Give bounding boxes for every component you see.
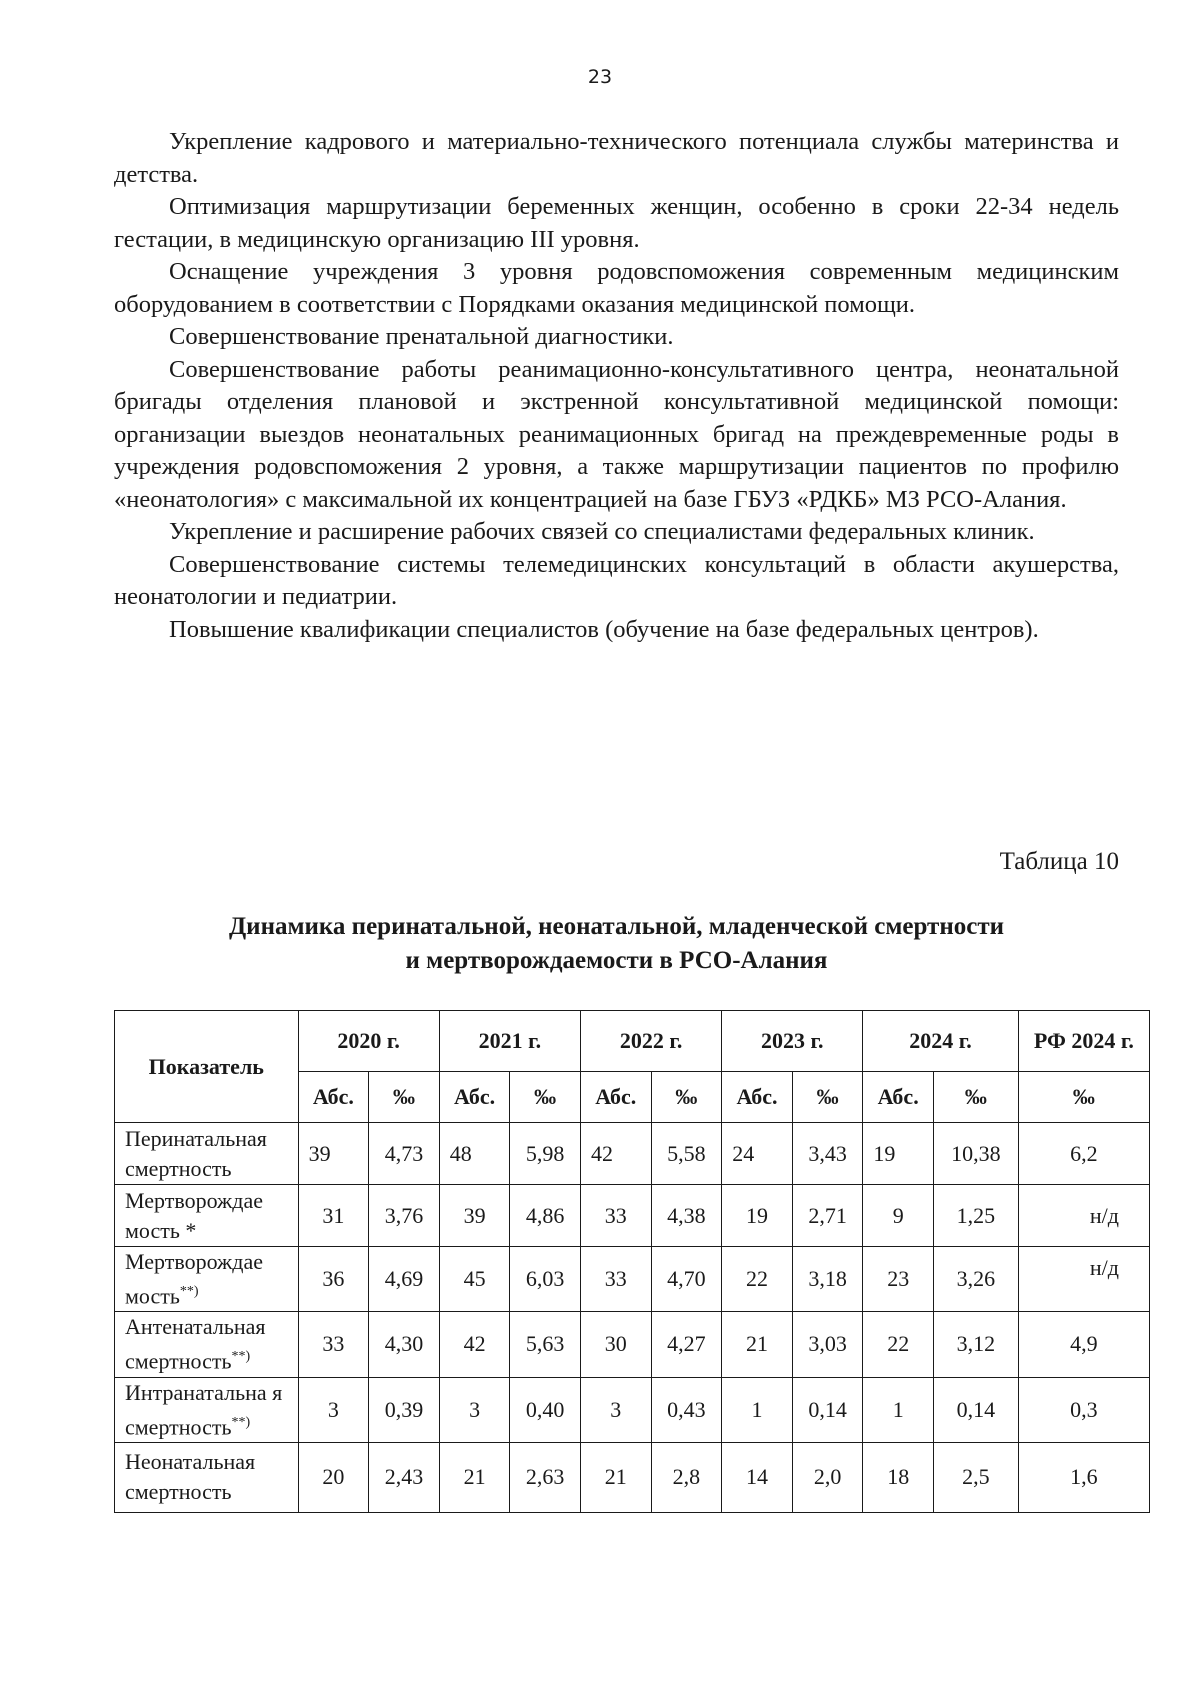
header-permille: ‰	[510, 1072, 581, 1123]
paragraph: Оснащение учреждения 3 уровня родовспоможения современным медицинским оборудованием в соответствии с Порядками оказания медицинской помощи.	[114, 258, 1119, 318]
cell: 0,43	[651, 1377, 722, 1442]
cell: 3,76	[369, 1185, 440, 1247]
cell: 4,73	[369, 1123, 440, 1185]
paragraph: Совершенствование системы телемедицинских консультаций в области акушерства, неонатологии и педиатрии.	[114, 550, 1119, 610]
cell-rf: н/д	[1018, 1247, 1149, 1312]
cell: 4,30	[369, 1312, 440, 1377]
table-title-line: Динамика перинатальной, неонатальной, младенческой смертности	[228, 913, 1005, 940]
cell: 1,25	[933, 1185, 1018, 1247]
table-row	[115, 1377, 1150, 1442]
cell: 3,26	[933, 1247, 1018, 1312]
cell: 3	[580, 1377, 651, 1442]
cell: 3	[298, 1377, 369, 1442]
header-year: 2020 г.	[298, 1011, 439, 1072]
cell-rf: 0,3	[1018, 1377, 1149, 1442]
page-number: 23	[587, 66, 613, 88]
header-year: 2023 г.	[722, 1011, 863, 1072]
body-text	[114, 126, 1119, 646]
cell: 1	[722, 1377, 793, 1442]
cell: 33	[298, 1312, 369, 1377]
cell: 20	[298, 1442, 369, 1512]
cell: 31	[298, 1185, 369, 1247]
cell: 4,86	[510, 1185, 581, 1247]
cell: 0,39	[369, 1377, 440, 1442]
paragraph: Совершенствование работы реанимационно-консультативного центра, неонатальной бригады отделения плановой и экстренной консультативной медицинской помощи: организации выездов неонатальных реанимационных бригад на преждевременные роды в учреждения родовспоможения 2 уровня, а также маршрутизации пациентов по профилю «неонатология» с максимальной их концентрацией на базе ГБУЗ «РДКБ» МЗ РСО-Алания.	[114, 355, 1119, 513]
header-permille: ‰	[1018, 1072, 1149, 1123]
row-label	[115, 1123, 299, 1185]
cell: 23	[863, 1247, 934, 1312]
cell: 2,63	[510, 1442, 581, 1512]
cell: 2,43	[369, 1442, 440, 1512]
cell: 42	[580, 1123, 651, 1185]
table-row	[115, 1442, 1150, 1512]
table-row	[115, 1185, 1150, 1247]
table-row	[115, 1247, 1150, 1312]
row-label-text: Мертворождае мость *	[125, 1187, 263, 1243]
row-label-text: Антенатальная смертность	[125, 1314, 266, 1374]
header-abs: Абс.	[298, 1072, 369, 1123]
cell-rf: 1,6	[1018, 1442, 1149, 1512]
header-permille: ‰	[651, 1072, 722, 1123]
cell: 4,69	[369, 1247, 440, 1312]
cell: 14	[722, 1442, 793, 1512]
cell-rf: 4,9	[1018, 1312, 1149, 1377]
cell: 39	[298, 1123, 369, 1185]
paragraph: Повышение квалификации специалистов (обучение на базе федеральных центров).	[169, 615, 1039, 643]
header-year: 2021 г.	[439, 1011, 580, 1072]
table-row	[115, 1312, 1150, 1377]
cell-rf: н/д	[1018, 1185, 1149, 1247]
header-year: 2022 г.	[580, 1011, 721, 1072]
cell: 33	[580, 1247, 651, 1312]
cell: 42	[439, 1312, 510, 1377]
cell: 5,98	[510, 1123, 581, 1185]
cell: 0,14	[933, 1377, 1018, 1442]
cell: 18	[863, 1442, 934, 1512]
row-label	[115, 1377, 299, 1442]
cell: 45	[439, 1247, 510, 1312]
mortality-table	[114, 1010, 1150, 1513]
cell: 5,58	[651, 1123, 722, 1185]
cell: 3,03	[792, 1312, 863, 1377]
cell-rf: 6,2	[1018, 1123, 1149, 1185]
table-row	[115, 1123, 1150, 1185]
row-label	[115, 1185, 299, 1247]
cell: 36	[298, 1247, 369, 1312]
cell: 48	[439, 1123, 510, 1185]
row-label-text: Перинатальная смертность	[125, 1125, 267, 1181]
cell: 6,03	[510, 1247, 581, 1312]
cell: 1	[863, 1377, 934, 1442]
header-permille: ‰	[933, 1072, 1018, 1123]
footnote-mark: **)	[179, 1284, 199, 1299]
cell: 24	[722, 1123, 793, 1185]
cell: 2,5	[933, 1442, 1018, 1512]
table-title-line: и мертворождаемости в РСО-Алания	[405, 947, 828, 974]
cell: 19	[722, 1185, 793, 1247]
cell: 19	[863, 1123, 934, 1185]
row-label-text: Неонатальная смертность	[125, 1449, 256, 1505]
cell: 39	[439, 1185, 510, 1247]
paragraph: Оптимизация маршрутизации беременных женщин, особенно в сроки 22-34 недель гестации, в медицинскую организацию III уровня.	[114, 193, 1119, 253]
cell: 33	[580, 1185, 651, 1247]
footnote-mark: **)	[231, 1349, 251, 1365]
row-label-text: Мертворождае мость	[125, 1249, 263, 1309]
cell: 22	[722, 1247, 793, 1312]
header-abs: Абс.	[722, 1072, 793, 1123]
cell: 0,14	[792, 1377, 863, 1442]
cell: 3,43	[792, 1123, 863, 1185]
footnote-mark: **)	[231, 1414, 251, 1430]
cell: 21	[439, 1442, 510, 1512]
cell: 3	[439, 1377, 510, 1442]
cell: 21	[722, 1312, 793, 1377]
header-abs: Абс.	[580, 1072, 651, 1123]
cell: 4,27	[651, 1312, 722, 1377]
cell: 30	[580, 1312, 651, 1377]
header-permille: ‰	[792, 1072, 863, 1123]
header-abs: Абс.	[439, 1072, 510, 1123]
table-title	[114, 910, 1119, 978]
table-label: Таблица 10	[999, 848, 1119, 875]
cell: 22	[863, 1312, 934, 1377]
cell: 10,38	[933, 1123, 1018, 1185]
header-abs: Абс.	[863, 1072, 934, 1123]
cell: 9	[863, 1185, 934, 1247]
cell: 3,18	[792, 1247, 863, 1312]
header-rf: РФ 2024 г.	[1018, 1011, 1149, 1072]
row-label	[115, 1312, 299, 1377]
cell: 4,70	[651, 1247, 722, 1312]
paragraph: Укрепление и расширение рабочих связей со специалистами федеральных клиник.	[169, 518, 1035, 545]
row-label	[115, 1247, 299, 1312]
header-indicator: Показатель	[115, 1011, 299, 1123]
cell: 0,40	[510, 1377, 581, 1442]
paragraph: Совершенствование пренатальной диагностики.	[169, 323, 674, 350]
cell: 21	[580, 1442, 651, 1512]
row-label-text: Интранатальна я смертность	[125, 1379, 283, 1439]
header-permille: ‰	[369, 1072, 440, 1123]
cell: 2,71	[792, 1185, 863, 1247]
cell: 4,38	[651, 1185, 722, 1247]
cell: 2,8	[651, 1442, 722, 1512]
cell: 2,0	[792, 1442, 863, 1512]
paragraph: Укрепление кадрового и материально-технического потенциала службы материнства и детства.	[114, 128, 1119, 188]
row-label	[115, 1442, 299, 1512]
cell: 5,63	[510, 1312, 581, 1377]
header-year: 2024 г.	[863, 1011, 1018, 1072]
cell: 3,12	[933, 1312, 1018, 1377]
